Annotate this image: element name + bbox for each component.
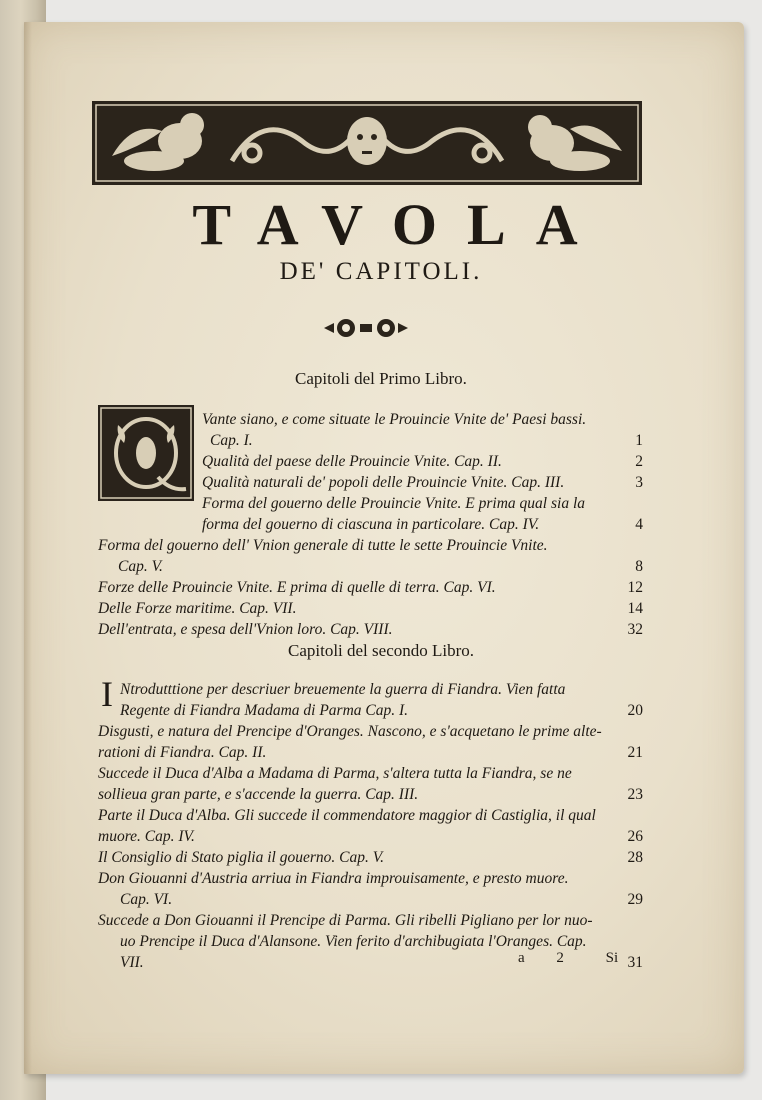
toc-entry[interactable] xyxy=(98,600,643,621)
entry-text: Parte il Duca d'Alba. Gli succede il commendatore maggior di Castiglia, il qual xyxy=(98,807,596,824)
entry-text: Il Consiglio di Stato piglia il gouerno. Cap. V. xyxy=(98,849,385,866)
entry-text: Disgusti, e natura del Prencipe d'Oranges. Nascono, e s'acquetano le prime alte- xyxy=(98,723,602,740)
toc-entry[interactable] xyxy=(98,912,643,933)
entry-text: Ntrodutttione per descriuer breuemente la guerra di Fiandra. Vien fatta xyxy=(120,681,566,698)
entry-page: 31 xyxy=(627,954,643,971)
page-title: TAVOLA xyxy=(192,192,608,257)
entry-text: VII. xyxy=(120,954,144,971)
toc-entry[interactable] xyxy=(98,849,643,870)
entry-page: 1 xyxy=(635,432,643,449)
toc-entry[interactable] xyxy=(98,411,643,432)
toc-entry[interactable] xyxy=(98,828,643,849)
entry-page: 26 xyxy=(627,828,643,845)
toc-entry[interactable] xyxy=(98,558,643,579)
entry-text: muore. Cap. IV. xyxy=(98,828,195,845)
entry-page: 23 xyxy=(627,786,643,803)
entry-page: 32 xyxy=(627,621,643,638)
entry-text: Dell'entrata, e spesa dell'Vnion loro. Cap. VIII. xyxy=(98,621,393,638)
toc-entry[interactable] xyxy=(98,744,643,765)
entry-text: Forze delle Prouincie Vnite. E prima di quelle di terra. Cap. VI. xyxy=(98,579,496,596)
entry-page: 14 xyxy=(627,600,643,617)
entry-text: uo Prencipe il Duca d'Alansone. Vien ferito d'archibugiata l'Oranges. Cap. xyxy=(120,933,587,950)
entry-page: 28 xyxy=(627,849,643,866)
fleuron-ornament xyxy=(316,313,416,343)
entry-text: Cap. V. xyxy=(118,558,163,575)
toc-entry[interactable] xyxy=(98,579,643,600)
entry-text: rationi di Fiandra. Cap. II. xyxy=(98,744,267,761)
dropcap-i: I xyxy=(101,674,113,714)
entry-text: forma del gouerno di ciascuna in particolare. Cap. IV. xyxy=(202,516,540,533)
entry-text: Vante siano, e come situate le Prouincie Vnite de' Paesi bassi. xyxy=(202,411,587,428)
toc-entry[interactable] xyxy=(98,495,643,516)
page-subtitle: DE' CAPITOLI. xyxy=(279,258,483,285)
section-heading-book1: Capitoli del Primo Libro. xyxy=(295,369,467,388)
section-heading-book2: Capitoli del secondo Libro. xyxy=(287,641,475,660)
book1-entries xyxy=(98,411,643,642)
signature-and-catchword xyxy=(518,950,618,967)
woodcut-headpiece-ornament xyxy=(92,101,642,185)
toc-entry[interactable] xyxy=(98,870,643,891)
entry-text: Qualità del paese delle Prouincie Vnite. Cap. II. xyxy=(202,453,502,470)
entry-text: Regente di Fiandra Madama di Parma Cap. I. xyxy=(120,702,409,719)
toc-entry[interactable] xyxy=(98,891,643,912)
entry-text: Delle Forze maritime. Cap. VII. xyxy=(98,600,297,617)
toc-entry[interactable] xyxy=(98,453,643,474)
catchword: Si xyxy=(605,950,619,966)
entry-text: sollieua gran parte, e s'accende la guerra. Cap. III. xyxy=(98,786,419,803)
entry-text: Forma del gouerno delle Prouincie Vnite. E prima qual sia la xyxy=(202,495,585,512)
entry-text: Don Giouanni d'Austria arriua in Fiandra improuisamente, e presto muore. xyxy=(98,870,569,887)
toc-entry[interactable] xyxy=(98,723,643,744)
entry-page: 21 xyxy=(627,744,643,761)
entry-text: Succede a Don Giouanni il Prencipe di Parma. Gli ribelli Pigliano per lor nuo- xyxy=(98,912,593,929)
book2-entries xyxy=(98,681,643,975)
entry-page: 8 xyxy=(635,558,643,575)
entry-page: 4 xyxy=(635,516,643,533)
page-gutter-shadow xyxy=(24,22,32,1074)
entry-page: 3 xyxy=(635,474,643,491)
entry-page: 12 xyxy=(627,579,643,596)
entry-text: Cap. I. xyxy=(210,432,253,449)
toc-entry[interactable] xyxy=(98,807,643,828)
toc-entry[interactable] xyxy=(98,516,643,537)
toc-entry[interactable] xyxy=(98,786,643,807)
entry-page: 2 xyxy=(635,453,643,470)
toc-entry[interactable] xyxy=(98,474,643,495)
toc-entry[interactable] xyxy=(98,765,643,786)
toc-entry[interactable] xyxy=(98,537,643,558)
entry-text: Qualità naturali de' popoli delle Prouincie Vnite. Cap. III. xyxy=(202,474,565,491)
entry-text: Succede il Duca d'Alba a Madama di Parma, s'altera tutta la Fiandra, se ne xyxy=(98,765,572,782)
entry-page: 29 xyxy=(627,891,643,908)
entry-text: Cap. VI. xyxy=(120,891,173,908)
signature-mark: a 2 xyxy=(518,950,578,966)
toc-entry[interactable] xyxy=(98,621,643,642)
entry-page: 20 xyxy=(627,702,643,719)
toc-entry[interactable] xyxy=(98,681,643,702)
entry-text: Forma del gouerno dell' Vnion generale di tutte le sette Prouincie Vnite. xyxy=(98,537,548,554)
toc-entry[interactable] xyxy=(98,432,643,453)
toc-entry[interactable] xyxy=(98,702,643,723)
